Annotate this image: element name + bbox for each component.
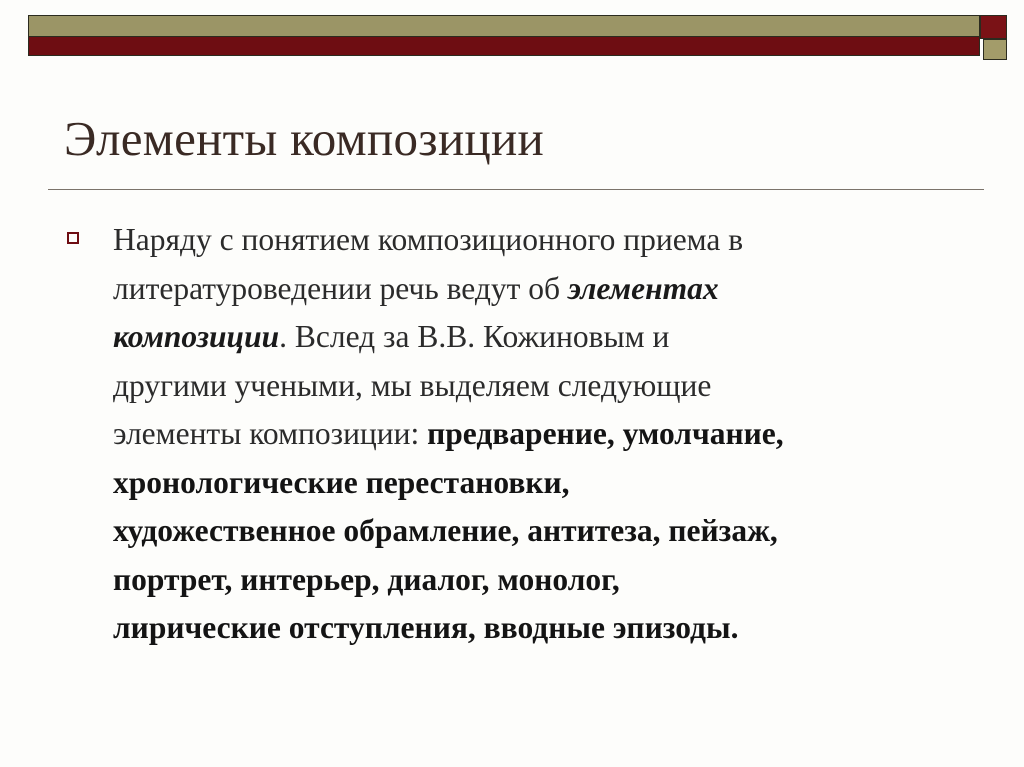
body-line-9 (113, 604, 983, 653)
slide-title: Элементы композиции (64, 111, 545, 166)
title-divider (48, 189, 984, 190)
emphasized-term: композиции (113, 319, 280, 354)
header-square-olive (983, 39, 1007, 60)
body-line-1-text: Наряду с понятием композиционного приема в (113, 222, 744, 257)
bold-term-list: хронологические перестановки, (113, 464, 570, 500)
bold-term-list: предварение, умолчание, (427, 416, 784, 451)
body-line-5-text: элементы композиции: (113, 416, 428, 451)
body-line-1 (113, 216, 983, 265)
bullet-text (113, 216, 983, 653)
header-square-maroon (980, 15, 1007, 39)
bold-term-list: лирические отступления, вводные эпизоды. (113, 610, 739, 645)
body-line-5 (113, 410, 983, 459)
body-line-2-text: литературоведении речь ведут об (113, 270, 568, 306)
body-line-2 (113, 265, 983, 314)
body-line-7 (113, 507, 983, 556)
header-bar-maroon (28, 37, 980, 56)
body-line-4-text: другими учеными, мы выделяем следующие (113, 367, 712, 403)
body-line-3-text: . Вслед за В.В. Кожиновым и (279, 319, 670, 354)
body-line-4 (113, 362, 983, 411)
body-line-8 (113, 556, 983, 605)
bold-term-list: художественное обрамление, антитеза, пейзаж, (113, 513, 778, 548)
bold-term-list: портрет, интерьер, диалог, монолог, (113, 561, 620, 597)
body-line-6 (113, 459, 983, 508)
body-line-3 (113, 313, 983, 362)
emphasized-term: элементах (567, 270, 719, 306)
hollow-square-bullet-icon (67, 232, 79, 244)
header-bar-olive (28, 15, 980, 37)
